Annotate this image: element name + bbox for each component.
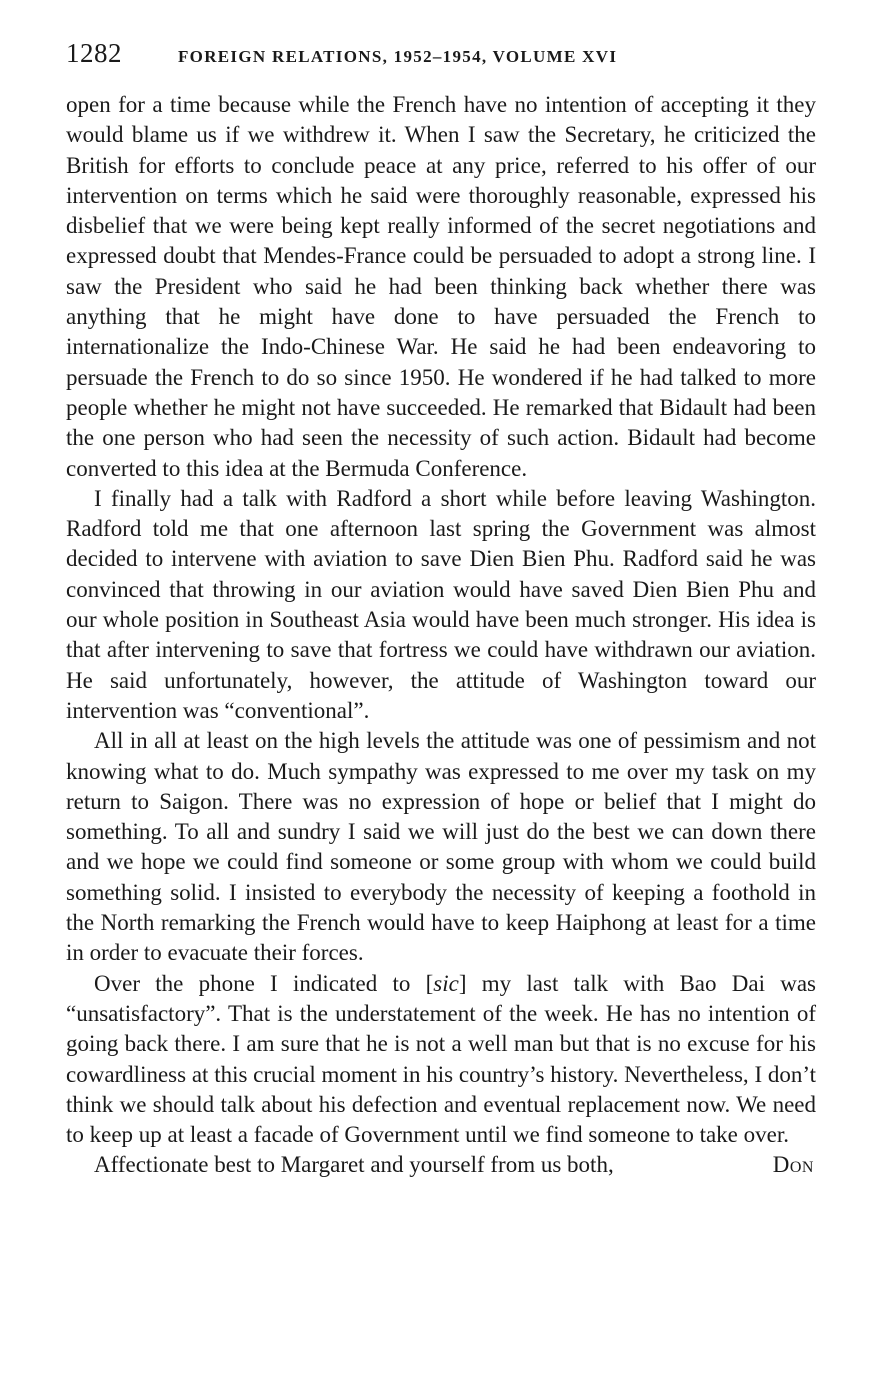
running-header	[66, 38, 816, 78]
paragraph-bao-dai: Over the phone I indicated to [sic] my last talk with Bao Dai was “unsatisfactory”. That is the understatement of the week. He has no intention of going back there. I am sure that he is not a well man but that is no excuse for his cowardliness at this crucial moment in his country’s history. Nevertheless, I don’t think we should talk about his defection and eventual replacement now. We need to keep up at least a facade of Government until we find someone to take over.	[66, 970, 816, 1148]
signature: Don	[772, 1152, 814, 1178]
letter-body	[66, 90, 816, 1181]
page-number: 1282	[66, 38, 122, 68]
volume-title: FOREIGN RELATIONS, 1952–1954, VOLUME XVI	[178, 47, 618, 66]
sic-annotation: sic	[433, 970, 459, 996]
salutation: Affectionate best to Margaret and yourself from us both,	[94, 1152, 614, 1178]
paragraph-continued: open for a time because while the French have no intention of accepting it they would blame us if we withdrew it. When I saw the Secretary, he criticized the British for efforts to conclude peace at any price, referred to his offer of our intervention on terms which he said were thoroughly reasonable, expressed his disbelief that we were being kept really informed of the secret negotiations and expressed doubt that Mendes-France could be persuaded to adopt a strong line. I saw the President who said he had been thinking back whether there was anything that he might have done to have persuaded the French to internationalize the Indo-Chinese War. He said he had been endeavoring to persuade the French to do so since 1950. He wondered if he had talked to more people whether he might not have succeeded. He remarked that Bidault had been the one person who had seen the necessity of such action. Bidault had become converted to this idea at the Bermuda Conference.	[66, 92, 816, 481]
paragraph-radford: I finally had a talk with Radford a short while before leaving Washington. Radford told me that one afternoon last spring the Government was almost decided to intervene with aviation to save Dien Bien Phu. Radford said he was convinced that throwing in our aviation would have saved Dien Bien Phu and our whole position in Southeast Asia would have been much stronger. His idea is that after intervening to save that fortress we could have withdrawn our aviation. He said unfortunately, however, the attitude of Washington toward our intervention was “conventional”.	[66, 485, 816, 723]
paragraph-pessimism: All in all at least on the high levels the attitude was one of pessimism and not knowing what to do. Much sympathy was expressed to me over my task on my return to Saigon. There was no expression of hope or belief that I might do something. To all and sundry I said we will just do the best we can down there and we hope we could find someone or some group with whom we could build something solid. I insisted to everybody the necessity of keeping a foothold in the North remarking the French would have to keep Haiphong at least for a time in order to evacuate their forces.	[66, 728, 816, 966]
closing-line	[66, 1150, 816, 1180]
